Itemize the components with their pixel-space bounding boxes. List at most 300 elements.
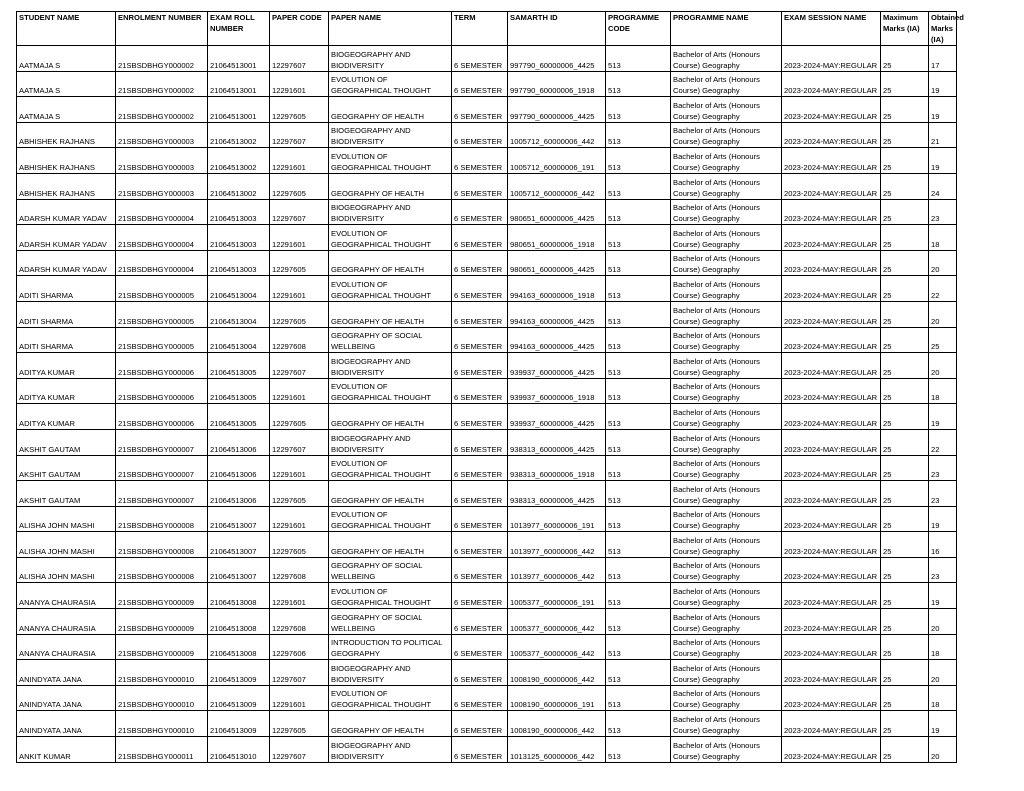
obtained-marks-cell: 23 <box>929 557 957 583</box>
term-cell: 6 SEMESTER <box>452 378 508 404</box>
obtained-marks-cell: 21 <box>929 122 957 148</box>
paper-name-cell: GEOGRAPHY OF HEALTH <box>329 97 452 123</box>
paper-name-cell: BIOGEOGRAPHY AND BIODIVERSITY <box>329 353 452 379</box>
paper-code-cell: 12291601 <box>270 583 329 609</box>
paper-name-cell: GEOGRAPHY OF HEALTH <box>329 481 452 507</box>
header-paper-name: PAPER NAME <box>329 12 452 46</box>
paper-name-cell: EVOLUTION OF GEOGRAPHICAL THOUGHT <box>329 455 452 481</box>
programme-code-cell: 513 <box>606 46 671 72</box>
table-row <box>17 122 957 148</box>
table-row <box>17 353 957 379</box>
student-name-cell: ANINDYATA JANA <box>17 685 116 711</box>
enrolment-number-cell: 21SBSDBHGY000005 <box>116 327 208 353</box>
enrolment-number-cell: 21SBSDBHGY000008 <box>116 557 208 583</box>
term-cell: 6 SEMESTER <box>452 583 508 609</box>
programme-name-cell: Bachelor of Arts (Honours Course) Geography <box>671 378 782 404</box>
enrolment-number-cell: 21SBSDBHGY000002 <box>116 46 208 72</box>
obtained-marks-cell: 22 <box>929 276 957 302</box>
paper-name-cell: EVOLUTION OF GEOGRAPHICAL THOUGHT <box>329 583 452 609</box>
enrolment-number-cell: 21SBSDBHGY000003 <box>116 122 208 148</box>
student-name-cell: ABHISHEK RAJHANS <box>17 148 116 174</box>
exam-roll-number-cell: 21064513009 <box>208 660 270 686</box>
student-name-cell: ADARSH KUMAR YADAV <box>17 199 116 225</box>
obtained-marks-cell: 19 <box>929 148 957 174</box>
maximum-marks-cell: 25 <box>881 557 929 583</box>
exam-session-cell: 2023-2024-MAY:REGULAR <box>782 71 881 97</box>
exam-session-cell: 2023-2024-MAY:REGULAR <box>782 404 881 430</box>
maximum-marks-cell: 25 <box>881 532 929 558</box>
samarth-id-cell: 980651_60000006_1918 <box>508 225 606 251</box>
term-cell: 6 SEMESTER <box>452 404 508 430</box>
programme-code-cell: 513 <box>606 737 671 763</box>
table-row <box>17 378 957 404</box>
programme-code-cell: 513 <box>606 173 671 199</box>
enrolment-number-cell: 21SBSDBHGY000009 <box>116 634 208 660</box>
exam-roll-number-cell: 21064513007 <box>208 557 270 583</box>
obtained-marks-cell: 23 <box>929 199 957 225</box>
obtained-marks-cell: 23 <box>929 481 957 507</box>
term-cell: 6 SEMESTER <box>452 122 508 148</box>
maximum-marks-cell: 25 <box>881 327 929 353</box>
exam-roll-number-cell: 21064513010 <box>208 737 270 763</box>
samarth-id-cell: 938313_60000006_4425 <box>508 481 606 507</box>
table-row <box>17 532 957 558</box>
exam-roll-number-cell: 21064513004 <box>208 301 270 327</box>
student-name-cell: AATMAJA S <box>17 46 116 72</box>
programme-name-cell: Bachelor of Arts (Honours Course) Geography <box>671 97 782 123</box>
programme-name-cell: Bachelor of Arts (Honours Course) Geography <box>671 301 782 327</box>
exam-roll-number-cell: 21064513005 <box>208 353 270 379</box>
exam-roll-number-cell: 21064513009 <box>208 685 270 711</box>
obtained-marks-cell: 18 <box>929 634 957 660</box>
term-cell: 6 SEMESTER <box>452 199 508 225</box>
programme-code-cell: 513 <box>606 429 671 455</box>
table-row <box>17 199 957 225</box>
student-name-cell: ADITYA KUMAR <box>17 353 116 379</box>
paper-name-cell: GEOGRAPHY OF HEALTH <box>329 301 452 327</box>
enrolment-number-cell: 21SBSDBHGY000007 <box>116 429 208 455</box>
programme-code-cell: 513 <box>606 532 671 558</box>
paper-code-cell: 12297605 <box>270 532 329 558</box>
programme-name-cell: Bachelor of Arts (Honours Course) Geography <box>671 327 782 353</box>
exam-roll-number-cell: 21064513001 <box>208 46 270 72</box>
samarth-id-cell: 1013977_60000006_191 <box>508 506 606 532</box>
paper-code-cell: 12297605 <box>270 711 329 737</box>
student-name-cell: ABHISHEK RAJHANS <box>17 122 116 148</box>
programme-code-cell: 513 <box>606 557 671 583</box>
obtained-marks-cell: 18 <box>929 225 957 251</box>
enrolment-number-cell: 21SBSDBHGY000008 <box>116 506 208 532</box>
term-cell: 6 SEMESTER <box>452 301 508 327</box>
programme-code-cell: 513 <box>606 250 671 276</box>
maximum-marks-cell: 25 <box>881 173 929 199</box>
exam-roll-number-cell: 21064513002 <box>208 122 270 148</box>
term-cell: 6 SEMESTER <box>452 148 508 174</box>
programme-code-cell: 513 <box>606 404 671 430</box>
table-row <box>17 404 957 430</box>
programme-name-cell: Bachelor of Arts (Honours Course) Geography <box>671 71 782 97</box>
exam-session-cell: 2023-2024-MAY:REGULAR <box>782 711 881 737</box>
table-row <box>17 455 957 481</box>
obtained-marks-cell: 20 <box>929 660 957 686</box>
maximum-marks-cell: 25 <box>881 609 929 635</box>
paper-code-cell: 12297607 <box>270 199 329 225</box>
enrolment-number-cell: 21SBSDBHGY000006 <box>116 353 208 379</box>
samarth-id-cell: 939937_60000006_4425 <box>508 353 606 379</box>
exam-roll-number-cell: 21064513002 <box>208 173 270 199</box>
obtained-marks-cell: 18 <box>929 685 957 711</box>
programme-code-cell: 513 <box>606 583 671 609</box>
programme-name-cell: Bachelor of Arts (Honours Course) Geography <box>671 609 782 635</box>
student-name-cell: AKSHIT GAUTAM <box>17 481 116 507</box>
programme-code-cell: 513 <box>606 506 671 532</box>
obtained-marks-cell: 19 <box>929 97 957 123</box>
obtained-marks-cell: 20 <box>929 737 957 763</box>
paper-code-cell: 12297605 <box>270 173 329 199</box>
header-maximum-marks: Maximum Marks (IA) <box>881 12 929 46</box>
maximum-marks-cell: 25 <box>881 481 929 507</box>
paper-name-cell: GEOGRAPHY OF HEALTH <box>329 173 452 199</box>
exam-roll-number-cell: 21064513001 <box>208 71 270 97</box>
samarth-id-cell: 980651_60000006_4425 <box>508 250 606 276</box>
paper-code-cell: 12291601 <box>270 71 329 97</box>
samarth-id-cell: 939937_60000006_4425 <box>508 404 606 430</box>
exam-roll-number-cell: 21064513003 <box>208 250 270 276</box>
paper-name-cell: GEOGRAPHY OF SOCIAL WELLBEING <box>329 557 452 583</box>
paper-name-cell: EVOLUTION OF GEOGRAPHICAL THOUGHT <box>329 506 452 532</box>
exam-session-cell: 2023-2024-MAY:REGULAR <box>782 378 881 404</box>
programme-name-cell: Bachelor of Arts (Honours Course) Geography <box>671 353 782 379</box>
student-name-cell: ANINDYATA JANA <box>17 711 116 737</box>
table-row <box>17 327 957 353</box>
exam-roll-number-cell: 21064513005 <box>208 378 270 404</box>
table-row <box>17 481 957 507</box>
enrolment-number-cell: 21SBSDBHGY000002 <box>116 71 208 97</box>
exam-session-cell: 2023-2024-MAY:REGULAR <box>782 199 881 225</box>
paper-code-cell: 12297608 <box>270 327 329 353</box>
term-cell: 6 SEMESTER <box>452 711 508 737</box>
samarth-id-cell: 1013977_60000006_442 <box>508 557 606 583</box>
programme-code-cell: 513 <box>606 481 671 507</box>
programme-name-cell: Bachelor of Arts (Honours Course) Geography <box>671 583 782 609</box>
programme-code-cell: 513 <box>606 301 671 327</box>
paper-code-cell: 12297608 <box>270 557 329 583</box>
programme-name-cell: Bachelor of Arts (Honours Course) Geography <box>671 199 782 225</box>
programme-code-cell: 513 <box>606 71 671 97</box>
exam-roll-number-cell: 21064513001 <box>208 97 270 123</box>
programme-code-cell: 513 <box>606 685 671 711</box>
table-row <box>17 711 957 737</box>
term-cell: 6 SEMESTER <box>452 353 508 379</box>
paper-name-cell: BIOGEOGRAPHY AND BIODIVERSITY <box>329 737 452 763</box>
exam-roll-number-cell: 21064513002 <box>208 148 270 174</box>
obtained-marks-cell: 20 <box>929 301 957 327</box>
obtained-marks-cell: 16 <box>929 532 957 558</box>
table-body <box>17 46 957 763</box>
enrolment-number-cell: 21SBSDBHGY000010 <box>116 685 208 711</box>
exam-roll-number-cell: 21064513006 <box>208 481 270 507</box>
term-cell: 6 SEMESTER <box>452 532 508 558</box>
obtained-marks-cell: 19 <box>929 711 957 737</box>
student-name-cell: ADARSH KUMAR YADAV <box>17 250 116 276</box>
marks-table <box>16 11 964 763</box>
exam-session-cell: 2023-2024-MAY:REGULAR <box>782 122 881 148</box>
exam-session-cell: 2023-2024-MAY:REGULAR <box>782 327 881 353</box>
student-name-cell: ADITYA KUMAR <box>17 378 116 404</box>
samarth-id-cell: 938313_60000006_4425 <box>508 429 606 455</box>
term-cell: 6 SEMESTER <box>452 97 508 123</box>
table-row <box>17 557 957 583</box>
term-cell: 6 SEMESTER <box>452 455 508 481</box>
exam-session-cell: 2023-2024-MAY:REGULAR <box>782 301 881 327</box>
maximum-marks-cell: 25 <box>881 737 929 763</box>
paper-name-cell: GEOGRAPHY OF HEALTH <box>329 711 452 737</box>
obtained-marks-cell: 20 <box>929 609 957 635</box>
paper-code-cell: 12291601 <box>270 378 329 404</box>
maximum-marks-cell: 25 <box>881 301 929 327</box>
student-name-cell: ANINDYATA JANA <box>17 660 116 686</box>
student-name-cell: ALISHA JOHN MASHI <box>17 532 116 558</box>
enrolment-number-cell: 21SBSDBHGY000004 <box>116 199 208 225</box>
exam-roll-number-cell: 21064513006 <box>208 455 270 481</box>
programme-name-cell: Bachelor of Arts (Honours Course) Geography <box>671 737 782 763</box>
samarth-id-cell: 994163_60000006_4425 <box>508 301 606 327</box>
maximum-marks-cell: 25 <box>881 429 929 455</box>
programme-code-cell: 513 <box>606 660 671 686</box>
paper-name-cell: EVOLUTION OF GEOGRAPHICAL THOUGHT <box>329 71 452 97</box>
paper-name-cell: EVOLUTION OF GEOGRAPHICAL THOUGHT <box>329 276 452 302</box>
student-name-cell: ANANYA CHAURASIA <box>17 583 116 609</box>
table-row <box>17 737 957 763</box>
exam-session-cell: 2023-2024-MAY:REGULAR <box>782 609 881 635</box>
programme-name-cell: Bachelor of Arts (Honours Course) Geography <box>671 506 782 532</box>
table-row <box>17 173 957 199</box>
paper-code-cell: 12297607 <box>270 660 329 686</box>
programme-code-cell: 513 <box>606 276 671 302</box>
enrolment-number-cell: 21SBSDBHGY000007 <box>116 481 208 507</box>
term-cell: 6 SEMESTER <box>452 225 508 251</box>
obtained-marks-cell: 23 <box>929 455 957 481</box>
enrolment-number-cell: 21SBSDBHGY000007 <box>116 455 208 481</box>
programme-code-cell: 513 <box>606 378 671 404</box>
header-enrolment-number: ENROLMENT NUMBER <box>116 12 208 46</box>
paper-name-cell: EVOLUTION OF GEOGRAPHICAL THOUGHT <box>329 378 452 404</box>
enrolment-number-cell: 21SBSDBHGY000010 <box>116 711 208 737</box>
maximum-marks-cell: 25 <box>881 506 929 532</box>
exam-roll-number-cell: 21064513008 <box>208 609 270 635</box>
obtained-marks-cell: 19 <box>929 404 957 430</box>
term-cell: 6 SEMESTER <box>452 737 508 763</box>
table-row <box>17 583 957 609</box>
exam-roll-number-cell: 21064513003 <box>208 199 270 225</box>
paper-code-cell: 12297605 <box>270 301 329 327</box>
marks-sheet <box>16 11 964 763</box>
maximum-marks-cell: 25 <box>881 225 929 251</box>
table-row <box>17 634 957 660</box>
exam-roll-number-cell: 21064513008 <box>208 634 270 660</box>
table-row <box>17 148 957 174</box>
samarth-id-cell: 1008190_60000006_442 <box>508 660 606 686</box>
obtained-marks-cell: 19 <box>929 71 957 97</box>
exam-roll-number-cell: 21064513004 <box>208 327 270 353</box>
term-cell: 6 SEMESTER <box>452 660 508 686</box>
table-row <box>17 250 957 276</box>
student-name-cell: ALISHA JOHN MASHI <box>17 557 116 583</box>
programme-code-cell: 513 <box>606 327 671 353</box>
maximum-marks-cell: 25 <box>881 378 929 404</box>
maximum-marks-cell: 25 <box>881 250 929 276</box>
paper-code-cell: 12291601 <box>270 148 329 174</box>
enrolment-number-cell: 21SBSDBHGY000003 <box>116 173 208 199</box>
student-name-cell: ADARSH KUMAR YADAV <box>17 225 116 251</box>
student-name-cell: ANANYA CHAURASIA <box>17 634 116 660</box>
exam-session-cell: 2023-2024-MAY:REGULAR <box>782 46 881 72</box>
student-name-cell: ALISHA JOHN MASHI <box>17 506 116 532</box>
exam-roll-number-cell: 21064513004 <box>208 276 270 302</box>
programme-code-cell: 513 <box>606 609 671 635</box>
programme-code-cell: 513 <box>606 353 671 379</box>
samarth-id-cell: 997790_60000006_4425 <box>508 97 606 123</box>
samarth-id-cell: 1013977_60000006_442 <box>508 532 606 558</box>
paper-code-cell: 12297607 <box>270 429 329 455</box>
exam-session-cell: 2023-2024-MAY:REGULAR <box>782 583 881 609</box>
header-programme-name: PROGRAMME NAME <box>671 12 782 46</box>
table-row <box>17 301 957 327</box>
paper-code-cell: 12297606 <box>270 634 329 660</box>
paper-name-cell: EVOLUTION OF GEOGRAPHICAL THOUGHT <box>329 685 452 711</box>
table-row <box>17 685 957 711</box>
maximum-marks-cell: 25 <box>881 455 929 481</box>
paper-code-cell: 12297607 <box>270 737 329 763</box>
exam-roll-number-cell: 21064513007 <box>208 506 270 532</box>
maximum-marks-cell: 25 <box>881 148 929 174</box>
exam-roll-number-cell: 21064513003 <box>208 225 270 251</box>
enrolment-number-cell: 21SBSDBHGY000002 <box>116 97 208 123</box>
paper-code-cell: 12291601 <box>270 506 329 532</box>
paper-name-cell: GEOGRAPHY OF HEALTH <box>329 250 452 276</box>
header-obtained-marks: Obtained Marks (IA) <box>929 12 957 46</box>
paper-name-cell: BIOGEOGRAPHY AND BIODIVERSITY <box>329 46 452 72</box>
header-samarth-id: SAMARTH ID <box>508 12 606 46</box>
maximum-marks-cell: 25 <box>881 583 929 609</box>
enrolment-number-cell: 21SBSDBHGY000006 <box>116 378 208 404</box>
programme-code-cell: 513 <box>606 225 671 251</box>
term-cell: 6 SEMESTER <box>452 634 508 660</box>
enrolment-number-cell: 21SBSDBHGY000009 <box>116 609 208 635</box>
maximum-marks-cell: 25 <box>881 276 929 302</box>
programme-name-cell: Bachelor of Arts (Honours Course) Geography <box>671 46 782 72</box>
term-cell: 6 SEMESTER <box>452 250 508 276</box>
exam-roll-number-cell: 21064513006 <box>208 429 270 455</box>
paper-code-cell: 12291601 <box>270 225 329 251</box>
enrolment-number-cell: 21SBSDBHGY000004 <box>116 225 208 251</box>
programme-name-cell: Bachelor of Arts (Honours Course) Geography <box>671 532 782 558</box>
enrolment-number-cell: 21SBSDBHGY000006 <box>116 404 208 430</box>
samarth-id-cell: 997790_60000006_4425 <box>508 46 606 72</box>
paper-code-cell: 12291601 <box>270 276 329 302</box>
exam-session-cell: 2023-2024-MAY:REGULAR <box>782 250 881 276</box>
samarth-id-cell: 938313_60000006_1918 <box>508 455 606 481</box>
enrolment-number-cell: 21SBSDBHGY000003 <box>116 148 208 174</box>
paper-name-cell: EVOLUTION OF GEOGRAPHICAL THOUGHT <box>329 148 452 174</box>
programme-name-cell: Bachelor of Arts (Honours Course) Geography <box>671 429 782 455</box>
enrolment-number-cell: 21SBSDBHGY000011 <box>116 737 208 763</box>
paper-code-cell: 12297605 <box>270 481 329 507</box>
enrolment-number-cell: 21SBSDBHGY000005 <box>116 301 208 327</box>
samarth-id-cell: 939937_60000006_1918 <box>508 378 606 404</box>
paper-name-cell: BIOGEOGRAPHY AND BIODIVERSITY <box>329 122 452 148</box>
header-paper-code: PAPER CODE <box>270 12 329 46</box>
obtained-marks-cell: 20 <box>929 250 957 276</box>
programme-code-cell: 513 <box>606 455 671 481</box>
table-row <box>17 609 957 635</box>
obtained-marks-cell: 19 <box>929 583 957 609</box>
enrolment-number-cell: 21SBSDBHGY000005 <box>116 276 208 302</box>
obtained-marks-cell: 18 <box>929 378 957 404</box>
paper-code-cell: 12291601 <box>270 455 329 481</box>
paper-code-cell: 12297605 <box>270 404 329 430</box>
header-student-name: STUDENT NAME <box>17 12 116 46</box>
paper-name-cell: GEOGRAPHY OF HEALTH <box>329 404 452 430</box>
paper-name-cell: BIOGEOGRAPHY AND BIODIVERSITY <box>329 429 452 455</box>
exam-roll-number-cell: 21064513008 <box>208 583 270 609</box>
paper-code-cell: 12297607 <box>270 353 329 379</box>
paper-code-cell: 12297607 <box>270 122 329 148</box>
term-cell: 6 SEMESTER <box>452 506 508 532</box>
maximum-marks-cell: 25 <box>881 634 929 660</box>
maximum-marks-cell: 25 <box>881 353 929 379</box>
exam-roll-number-cell: 21064513005 <box>208 404 270 430</box>
table-row <box>17 46 957 72</box>
samarth-id-cell: 980651_60000006_4425 <box>508 199 606 225</box>
obtained-marks-cell: 20 <box>929 353 957 379</box>
programme-name-cell: Bachelor of Arts (Honours Course) Geography <box>671 481 782 507</box>
table-row <box>17 225 957 251</box>
samarth-id-cell: 1008190_60000006_442 <box>508 711 606 737</box>
term-cell: 6 SEMESTER <box>452 685 508 711</box>
obtained-marks-cell: 24 <box>929 173 957 199</box>
header-exam-session-name: EXAM SESSION NAME <box>782 12 881 46</box>
exam-session-cell: 2023-2024-MAY:REGULAR <box>782 660 881 686</box>
term-cell: 6 SEMESTER <box>452 71 508 97</box>
programme-code-cell: 513 <box>606 97 671 123</box>
table-row <box>17 660 957 686</box>
enrolment-number-cell: 21SBSDBHGY000008 <box>116 532 208 558</box>
term-cell: 6 SEMESTER <box>452 327 508 353</box>
term-cell: 6 SEMESTER <box>452 276 508 302</box>
term-cell: 6 SEMESTER <box>452 429 508 455</box>
term-cell: 6 SEMESTER <box>452 173 508 199</box>
obtained-marks-cell: 22 <box>929 429 957 455</box>
programme-code-cell: 513 <box>606 634 671 660</box>
table-row <box>17 97 957 123</box>
maximum-marks-cell: 25 <box>881 660 929 686</box>
header-term: TERM <box>452 12 508 46</box>
obtained-marks-cell: 17 <box>929 46 957 72</box>
table-row <box>17 276 957 302</box>
paper-name-cell: BIOGEOGRAPHY AND BIODIVERSITY <box>329 660 452 686</box>
samarth-id-cell: 1005712_60000006_442 <box>508 173 606 199</box>
samarth-id-cell: 1005377_60000006_442 <box>508 609 606 635</box>
header-row <box>17 12 957 46</box>
programme-code-cell: 513 <box>606 122 671 148</box>
student-name-cell: ADITI SHARMA <box>17 327 116 353</box>
exam-roll-number-cell: 21064513009 <box>208 711 270 737</box>
exam-session-cell: 2023-2024-MAY:REGULAR <box>782 634 881 660</box>
paper-code-cell: 12297608 <box>270 609 329 635</box>
student-name-cell: AATMAJA S <box>17 71 116 97</box>
maximum-marks-cell: 25 <box>881 199 929 225</box>
